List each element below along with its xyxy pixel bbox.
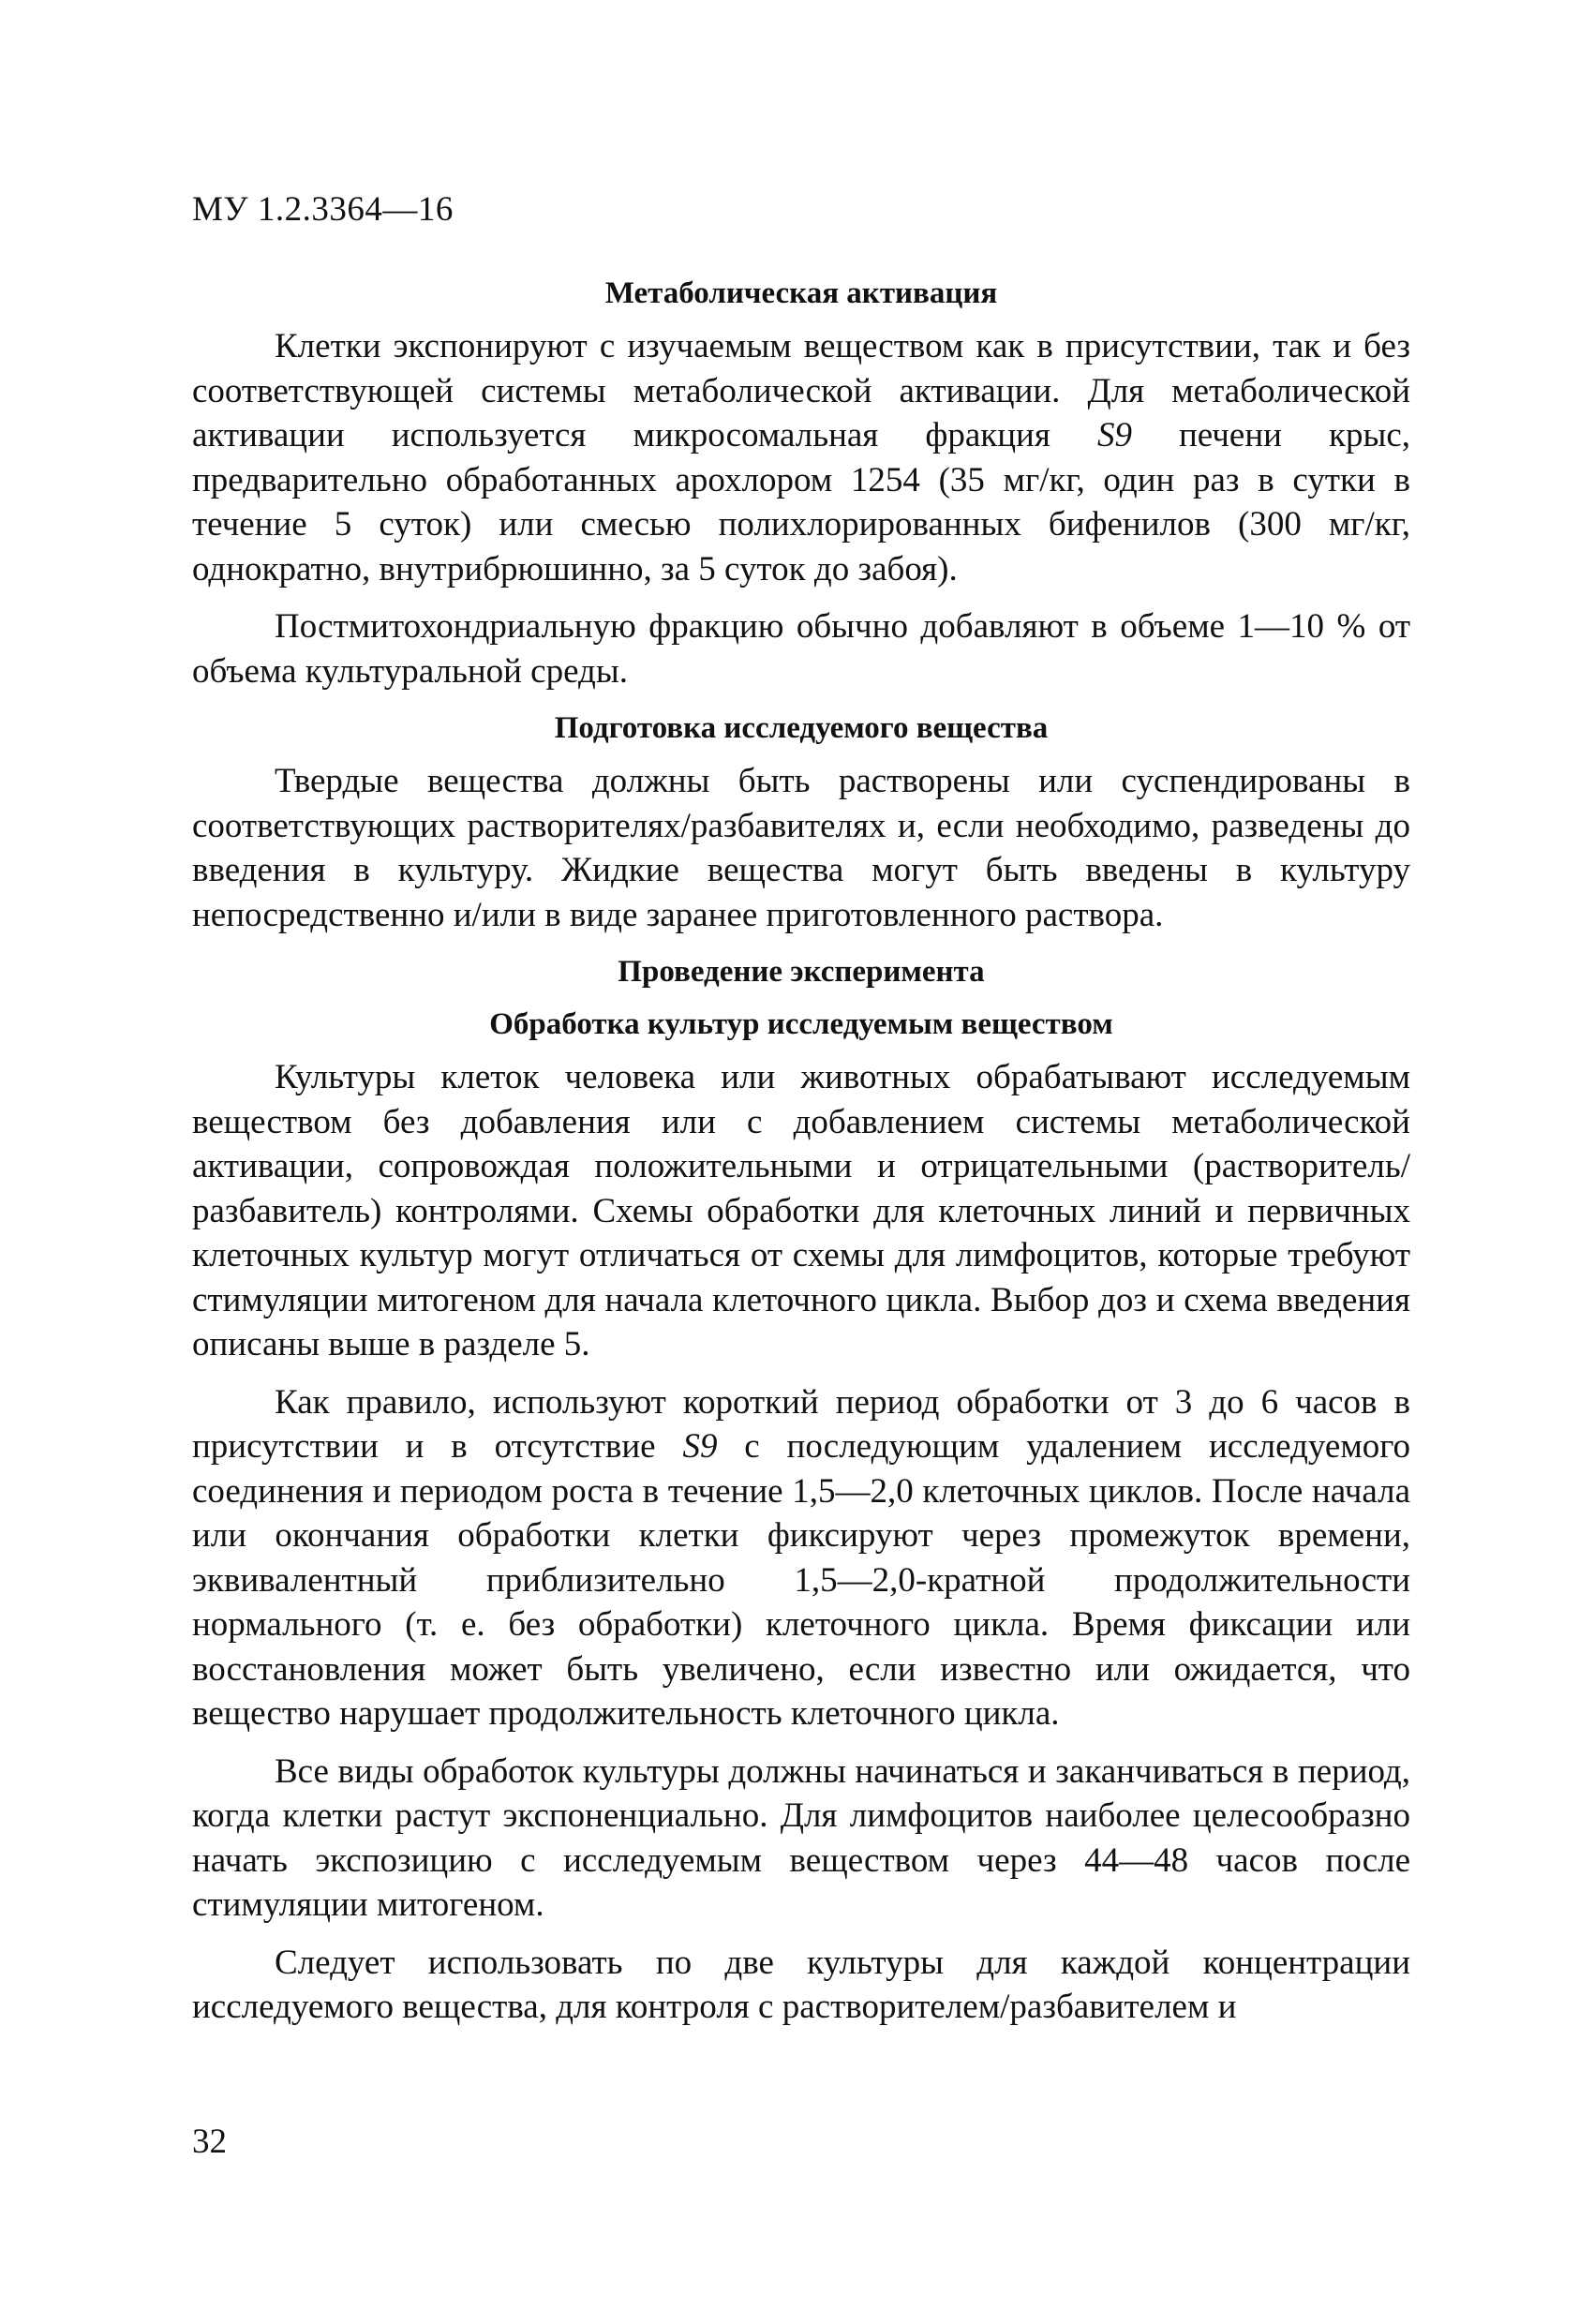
paragraph: Постмитохондриальную фракцию обычно добавляют в объеме 1—10 % от объема культуральной среды.	[192, 607, 1410, 691]
paragraph: Как правило, используют короткий период обработки от 3 до 6 часов в присутствии и в отсутствие S9 с последующим удалением исследуемого соединения и периодом роста в течение 1,5—2,0 клеточных циклов. После начала или окончания обработки клетки фиксируют через промежуток времени, эквивалентный приблизительно 1,5—2,0-кратной продолжительности нормального (т. е. без обработки) клеточного цикла. Время фиксации или восстановления может быть увеличено, если известно или ожидается, что вещество нарушает продолжительность клеточного цикла.	[192, 1382, 1410, 1733]
section-heading-substance-preparation: Подготовка исследуемого вещества	[554, 711, 1049, 745]
page-number: 32	[192, 2123, 227, 2161]
paragraph: Культуры клеток человека или животных обрабатывают исследуемым веществом без добавления или с добавлением системы метаболической активации, сопровождая положительными и отрицательными (растворитель/разбавитель) контролями. Схемы обработки для клеточных линий и первичных клеточных культур могут отличаться от схемы для лимфоцитов, которые требуют стимуляции митогеном для начала клеточного цикла. Выбор доз и схема введения описаны выше в разделе 5.	[192, 1058, 1410, 1363]
page-body	[192, 272, 1410, 2043]
section-heading-metabolic-activation: Метаболическая активация	[604, 276, 998, 310]
paragraph: Все виды обработок культуры должны начинаться и заканчиваться в период, когда клетки растут экспоненциально. Для лимфоцитов наиболее целесообразно начать экспозицию с исследуемым веществом через 44—48 часов после стимуляции митогеном.	[192, 1751, 1410, 1924]
section-heading-experiment: Проведение эксперимента	[618, 955, 985, 989]
document-code: МУ 1.2.3364—16	[192, 190, 454, 229]
paragraph: Следует использовать по две культуры для каждой концентрации исследуемого вещества, для контроля с растворителем/разбавителем и	[192, 1943, 1410, 2026]
paragraph: Твердые вещества должны быть растворены или суспендированы в соответствующих растворителях/разбавителях и, если необходимо, разведены до введения в культуру. Жидкие вещества могут быть введены в культуру непосредственно и/или в виде заранее приготовленного раствора.	[192, 762, 1410, 934]
paragraph: Клетки экспонируют с изучаемым веществом как в присутствии, так и без соответствующей системы метаболической активации. Для метаболической активации используется микросомальная фракция S9 печени крыс, предварительно обработанных арохлором 1254 (35 мг/кг, один раз в сутки в течение 5 суток) или смесью полихлорированных бифенилов (300 мг/кг, однократно, внутрибрюшинно, за 5 суток до забоя).	[192, 327, 1410, 588]
section-heading-culture-treatment: Обработка культур исследуемым веществом	[489, 1007, 1113, 1041]
